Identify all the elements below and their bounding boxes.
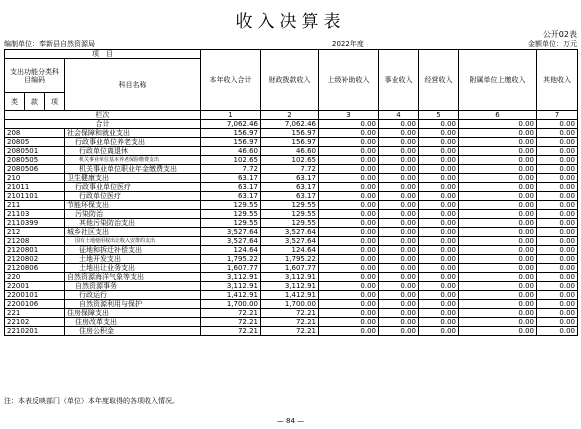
header-item: 项: [45, 93, 65, 111]
row-subject-name: 征地和拆迁补偿支出: [65, 246, 201, 255]
row-value-c7: 0.00: [537, 246, 578, 255]
money-unit: 金额单位：万元: [528, 40, 577, 48]
header-subject-name: 科目名称: [65, 59, 201, 111]
table-row: [5, 237, 578, 246]
row-value-c5: 0.00: [419, 309, 459, 318]
row-value-c5: 0.00: [419, 174, 459, 183]
row-value-c1: 1,795.22: [201, 255, 261, 264]
row-value-c7: 0.00: [537, 201, 578, 210]
header-col5: 经营收入: [419, 50, 459, 111]
row-value-c4: 0.00: [379, 309, 419, 318]
row-subject-name: 自然资源事务: [65, 282, 201, 291]
row-code: 2200106: [5, 300, 65, 309]
row-value-c7: 0.00: [537, 264, 578, 273]
row-value-c3: 0.00: [319, 255, 379, 264]
row-value-c1: 63.17: [201, 183, 261, 192]
row-code: 2120801: [5, 246, 65, 255]
row-value-c5: 0.00: [419, 219, 459, 228]
row-value-c7: 0.00: [537, 255, 578, 264]
row-value-c1: 129.55: [201, 219, 261, 228]
row-value-c1: 1,412.91: [201, 291, 261, 300]
row-value-c1: 63.17: [201, 174, 261, 183]
row-value-c2: 63.17: [261, 183, 319, 192]
row-value-c5: 0.00: [419, 201, 459, 210]
row-value-c1: 129.55: [201, 210, 261, 219]
total-col7: 0.00: [537, 120, 578, 129]
row-value-c4: 0.00: [379, 237, 419, 246]
total-col6: 0.00: [459, 120, 537, 129]
table-row: [5, 255, 578, 264]
row-value-c3: 0.00: [319, 138, 379, 147]
header-kind: 类: [5, 93, 25, 111]
row-value-c1: 72.21: [201, 309, 261, 318]
row-value-c2: 72.21: [261, 327, 319, 336]
row-value-c3: 0.00: [319, 327, 379, 336]
row-subject-name: 社会保障和就业支出: [65, 129, 201, 138]
reporting-unit-name: 奉新县自然资源局: [39, 40, 95, 48]
row-value-c5: 0.00: [419, 282, 459, 291]
row-value-c3: 0.00: [319, 219, 379, 228]
column-number-3: 3: [319, 111, 379, 120]
row-value-c6: 0.00: [459, 192, 537, 201]
row-code: 2080506: [5, 165, 65, 174]
row-code: 221: [5, 309, 65, 318]
table-row: [5, 246, 578, 255]
row-value-c6: 0.00: [459, 318, 537, 327]
row-value-c2: 102.65: [261, 156, 319, 165]
row-code: 2120806: [5, 264, 65, 273]
row-value-c1: 3,527.64: [201, 228, 261, 237]
row-value-c6: 0.00: [459, 138, 537, 147]
column-number-5: 5: [419, 111, 459, 120]
row-subject-name: 行政事业单位养老支出: [65, 138, 201, 147]
row-value-c3: 0.00: [319, 183, 379, 192]
row-value-c6: 0.00: [459, 219, 537, 228]
row-code: 20805: [5, 138, 65, 147]
row-value-c1: 156.97: [201, 138, 261, 147]
row-value-c5: 0.00: [419, 327, 459, 336]
row-value-c3: 0.00: [319, 156, 379, 165]
row-value-c4: 0.00: [379, 264, 419, 273]
row-value-c5: 0.00: [419, 273, 459, 282]
row-value-c2: 72.21: [261, 318, 319, 327]
row-value-c4: 0.00: [379, 156, 419, 165]
row-value-c4: 0.00: [379, 219, 419, 228]
row-value-c2: 124.64: [261, 246, 319, 255]
row-subject-name: 节能环保支出: [65, 201, 201, 210]
row-subject-name: 自然资源海洋气象等支出: [65, 273, 201, 282]
row-value-c7: 0.00: [537, 228, 578, 237]
row-value-c4: 0.00: [379, 165, 419, 174]
row-value-c7: 0.00: [537, 129, 578, 138]
row-value-c5: 0.00: [419, 237, 459, 246]
row-value-c1: 3,112.91: [201, 282, 261, 291]
row-code: 2080505: [5, 156, 65, 165]
row-value-c2: 3,527.64: [261, 237, 319, 246]
row-value-c3: 0.00: [319, 129, 379, 138]
total-col2: 7,062.46: [261, 120, 319, 129]
row-value-c3: 0.00: [319, 282, 379, 291]
row-subject-name: 自然资源利用与保护: [65, 300, 201, 309]
row-value-c4: 0.00: [379, 327, 419, 336]
table-body: [5, 129, 578, 336]
form-code: 公开02表: [542, 30, 577, 39]
row-value-c3: 0.00: [319, 273, 379, 282]
row-value-c2: 3,527.64: [261, 228, 319, 237]
row-value-c6: 0.00: [459, 201, 537, 210]
row-subject-name: 行政事业单位医疗: [65, 183, 201, 192]
row-value-c6: 0.00: [459, 129, 537, 138]
row-value-c6: 0.00: [459, 174, 537, 183]
row-value-c7: 0.00: [537, 327, 578, 336]
header-section: 款: [25, 93, 45, 111]
row-value-c4: 0.00: [379, 246, 419, 255]
row-value-c5: 0.00: [419, 228, 459, 237]
row-value-c6: 0.00: [459, 246, 537, 255]
column-number-6: 6: [459, 111, 537, 120]
table-row: [5, 201, 578, 210]
row-value-c3: 0.00: [319, 174, 379, 183]
row-value-c1: 3,527.64: [201, 237, 261, 246]
row-code: 21208: [5, 237, 65, 246]
row-value-c5: 0.00: [419, 255, 459, 264]
row-value-c7: 0.00: [537, 309, 578, 318]
header-col3: 上级补助收入: [319, 50, 379, 111]
row-value-c2: 3,112.91: [261, 273, 319, 282]
row-value-c4: 0.00: [379, 300, 419, 309]
row-value-c1: 46.60: [201, 147, 261, 156]
column-number-1: 1: [201, 111, 261, 120]
row-value-c5: 0.00: [419, 246, 459, 255]
row-value-c1: 1,607.77: [201, 264, 261, 273]
row-value-c3: 0.00: [319, 165, 379, 174]
row-value-c3: 0.00: [319, 210, 379, 219]
row-value-c5: 0.00: [419, 291, 459, 300]
table-row: [5, 165, 578, 174]
row-value-c6: 0.00: [459, 327, 537, 336]
row-value-c4: 0.00: [379, 129, 419, 138]
row-subject-name: 土地出让业务支出: [65, 264, 201, 273]
row-value-c1: 102.65: [201, 156, 261, 165]
table-row: [5, 282, 578, 291]
row-value-c7: 0.00: [537, 282, 578, 291]
row-value-c3: 0.00: [319, 228, 379, 237]
table-row: [5, 174, 578, 183]
row-subject-name: 行政单位离退休: [65, 147, 201, 156]
row-value-c7: 0.00: [537, 210, 578, 219]
total-col1: 7,062.46: [201, 120, 261, 129]
row-subject-name: 土地开发支出: [65, 255, 201, 264]
row-value-c3: 0.00: [319, 264, 379, 273]
row-value-c6: 0.00: [459, 300, 537, 309]
row-subject-name: 行政单位医疗: [65, 192, 201, 201]
row-value-c4: 0.00: [379, 183, 419, 192]
row-subject-name: 行政运行: [65, 291, 201, 300]
row-value-c1: 3,112.91: [201, 273, 261, 282]
row-value-c2: 46.60: [261, 147, 319, 156]
row-value-c5: 0.00: [419, 138, 459, 147]
row-value-c6: 0.00: [459, 228, 537, 237]
table-row: [5, 219, 578, 228]
row-value-c4: 0.00: [379, 174, 419, 183]
header-col6: 附属单位上缴收入: [459, 50, 537, 111]
header-col7: 其他收入: [537, 50, 578, 111]
row-value-c6: 0.00: [459, 210, 537, 219]
header-code-group: 支出功能分类科目编码: [5, 59, 65, 93]
row-subject-name: 机关事业单位职业年金缴费支出: [65, 165, 201, 174]
row-subject-name: 城乡社区支出: [65, 228, 201, 237]
row-value-c7: 0.00: [537, 273, 578, 282]
row-value-c5: 0.00: [419, 210, 459, 219]
total-col3: 0.00: [319, 120, 379, 129]
row-value-c3: 0.00: [319, 309, 379, 318]
row-value-c2: 1,412.91: [261, 291, 319, 300]
row-code: 2110399: [5, 219, 65, 228]
row-subject-name: 住房公积金: [65, 327, 201, 336]
row-subject-name: 住房保障支出: [65, 309, 201, 318]
row-value-c6: 0.00: [459, 291, 537, 300]
column-number-7: 7: [537, 111, 578, 120]
row-value-c1: 72.21: [201, 318, 261, 327]
table-row: [5, 291, 578, 300]
column-number-2: 2: [261, 111, 319, 120]
row-value-c1: 124.64: [201, 246, 261, 255]
row-value-c3: 0.00: [319, 318, 379, 327]
table-row: [5, 183, 578, 192]
row-subject-name: 住房改革支出: [65, 318, 201, 327]
row-value-c3: 0.00: [319, 192, 379, 201]
footnote: 注：本表反映部门（单位）本年度取得的各项收入情况。: [4, 397, 179, 405]
row-value-c7: 0.00: [537, 237, 578, 246]
total-row-label: 合计: [5, 120, 201, 129]
table-row: [5, 210, 578, 219]
row-value-c1: 129.55: [201, 201, 261, 210]
row-value-c1: 63.17: [201, 192, 261, 201]
row-value-c4: 0.00: [379, 228, 419, 237]
row-value-c2: 63.17: [261, 192, 319, 201]
row-value-c1: 1,700.00: [201, 300, 261, 309]
row-code: 208: [5, 129, 65, 138]
row-value-c5: 0.00: [419, 192, 459, 201]
header-project: 项 目: [5, 50, 201, 59]
header-col1: 本年收入合计: [201, 50, 261, 111]
row-value-c3: 0.00: [319, 147, 379, 156]
total-col4: 0.00: [379, 120, 419, 129]
row-value-c7: 0.00: [537, 219, 578, 228]
row-value-c2: 1,700.00: [261, 300, 319, 309]
row-value-c4: 0.00: [379, 255, 419, 264]
row-value-c4: 0.00: [379, 192, 419, 201]
row-code: 22001: [5, 282, 65, 291]
page-number: — 84 —: [276, 417, 305, 425]
row-value-c4: 0.00: [379, 273, 419, 282]
header-col4: 事业收入: [379, 50, 419, 111]
row-value-c7: 0.00: [537, 183, 578, 192]
row-value-c1: 7.72: [201, 165, 261, 174]
row-subject-name: 机关事业单位基本养老保险缴费支出: [65, 156, 201, 165]
row-value-c2: 129.55: [261, 219, 319, 228]
row-value-c2: 129.55: [261, 210, 319, 219]
row-value-c6: 0.00: [459, 147, 537, 156]
column-number-label: 栏次: [5, 111, 201, 120]
row-code: 2120802: [5, 255, 65, 264]
row-value-c5: 0.00: [419, 183, 459, 192]
row-value-c4: 0.00: [379, 210, 419, 219]
income-table: [4, 49, 578, 336]
row-value-c1: 156.97: [201, 129, 261, 138]
row-value-c2: 3,112.91: [261, 282, 319, 291]
row-value-c3: 0.00: [319, 237, 379, 246]
row-value-c3: 0.00: [319, 201, 379, 210]
table-row: [5, 264, 578, 273]
row-value-c7: 0.00: [537, 291, 578, 300]
row-value-c3: 0.00: [319, 300, 379, 309]
row-value-c5: 0.00: [419, 147, 459, 156]
row-code: 2080501: [5, 147, 65, 156]
row-subject-name: 其他污染防治支出: [65, 219, 201, 228]
row-value-c5: 0.00: [419, 264, 459, 273]
row-code: 2210201: [5, 327, 65, 336]
row-value-c4: 0.00: [379, 291, 419, 300]
row-value-c4: 0.00: [379, 282, 419, 291]
row-value-c4: 0.00: [379, 138, 419, 147]
row-value-c2: 1,607.77: [261, 264, 319, 273]
row-code: 211: [5, 201, 65, 210]
column-number-4: 4: [379, 111, 419, 120]
row-value-c3: 0.00: [319, 291, 379, 300]
table-row: [5, 138, 578, 147]
row-code: 212: [5, 228, 65, 237]
row-value-c5: 0.00: [419, 318, 459, 327]
row-value-c6: 0.00: [459, 255, 537, 264]
row-value-c2: 1,795.22: [261, 255, 319, 264]
table-row: [5, 309, 578, 318]
row-value-c2: 63.17: [261, 174, 319, 183]
row-value-c6: 0.00: [459, 309, 537, 318]
row-value-c6: 0.00: [459, 282, 537, 291]
row-value-c6: 0.00: [459, 183, 537, 192]
row-value-c3: 0.00: [319, 246, 379, 255]
row-value-c2: 129.55: [261, 201, 319, 210]
row-value-c2: 156.97: [261, 138, 319, 147]
fiscal-year: 2022年度: [332, 40, 364, 48]
row-value-c7: 0.00: [537, 165, 578, 174]
row-subject-name: 污染防治: [65, 210, 201, 219]
table-row: [5, 192, 578, 201]
table-row: [5, 228, 578, 237]
reporting-unit: [4, 40, 95, 48]
row-value-c6: 0.00: [459, 237, 537, 246]
table-header: [5, 50, 578, 129]
header-col2: 财政拨款收入: [261, 50, 319, 111]
row-value-c5: 0.00: [419, 156, 459, 165]
table-row: [5, 318, 578, 327]
row-value-c2: 156.97: [261, 129, 319, 138]
row-value-c1: 72.21: [201, 327, 261, 336]
row-value-c4: 0.00: [379, 147, 419, 156]
row-value-c5: 0.00: [419, 165, 459, 174]
row-code: 2200101: [5, 291, 65, 300]
row-code: 2101101: [5, 192, 65, 201]
row-code: 220: [5, 273, 65, 282]
row-value-c5: 0.00: [419, 300, 459, 309]
row-value-c6: 0.00: [459, 165, 537, 174]
row-value-c7: 0.00: [537, 138, 578, 147]
row-value-c7: 0.00: [537, 192, 578, 201]
row-code: 21103: [5, 210, 65, 219]
row-value-c7: 0.00: [537, 318, 578, 327]
row-value-c6: 0.00: [459, 264, 537, 273]
row-subject-name: 国有土地使用权出让收入安排的支出: [65, 237, 201, 246]
table-row: [5, 156, 578, 165]
page-title: 收入决算表: [235, 12, 346, 32]
row-value-c4: 0.00: [379, 318, 419, 327]
reporting-unit-label: 编制单位：: [4, 40, 39, 48]
row-value-c6: 0.00: [459, 156, 537, 165]
row-value-c7: 0.00: [537, 147, 578, 156]
row-value-c4: 0.00: [379, 201, 419, 210]
table-row: [5, 129, 578, 138]
row-value-c7: 0.00: [537, 174, 578, 183]
row-code: 22102: [5, 318, 65, 327]
row-code: 210: [5, 174, 65, 183]
row-value-c6: 0.00: [459, 273, 537, 282]
row-value-c7: 0.00: [537, 300, 578, 309]
row-value-c2: 72.21: [261, 309, 319, 318]
row-code: 21011: [5, 183, 65, 192]
table-row: [5, 327, 578, 336]
row-value-c5: 0.00: [419, 129, 459, 138]
row-value-c2: 7.72: [261, 165, 319, 174]
table-row: [5, 273, 578, 282]
row-subject-name: 卫生健康支出: [65, 174, 201, 183]
table-row: [5, 147, 578, 156]
table-row: [5, 300, 578, 309]
row-value-c7: 0.00: [537, 156, 578, 165]
total-col5: 0.00: [419, 120, 459, 129]
